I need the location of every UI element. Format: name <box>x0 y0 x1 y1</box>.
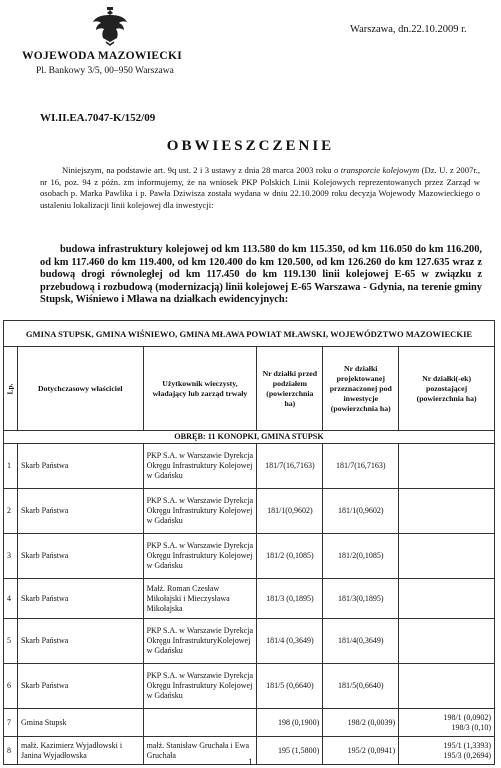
cell-owner: Gmina Stupsk <box>17 709 143 737</box>
cell-owner: Skarb Państwa <box>17 579 143 619</box>
intro-paragraph <box>40 165 480 211</box>
intro-text-1: Niniejszym, na podstawie art. 9q ust. 2 i 3 ustawy z dnia 28 marca 2003 roku <box>62 165 334 175</box>
column-header-parcel-project: Nr działki projektowanej przeznaczonej pod inwestycje (powierzchnia ha) <box>323 347 399 431</box>
cell-owner: Skarb Państwa <box>17 489 143 534</box>
table-row <box>4 489 495 534</box>
document-title: OBWIESZCZENIE <box>166 138 335 154</box>
table-row <box>4 619 495 664</box>
cell-parcel-remaining <box>399 579 495 619</box>
cell-owner: Skarb Państwa <box>17 444 143 489</box>
reference-number: WI.II.EA.7047-K/152/09 <box>40 112 156 124</box>
decision-paragraph <box>40 244 482 307</box>
column-header-parcel-remaining: Nr działki(-ek) pozostającej (powierzchnia ha) <box>399 347 495 431</box>
cell-lp: 4 <box>4 579 18 619</box>
intro-text-2: (Dz. U. z 2007r., nr 16, poz. 94 z późn. zm informujemy, że na wniosek PKP Polskich Linii Kolejowych reprezentowanych przez Zarząd w osobach p. Marka Pawlika i p. Pawła Dziwisza została wydana w dniu 22.10.2009 roku decyzja Wojewody Mazowieckiego o ustaleniu lokalizacji linii kolejowej dla inwestycji: <box>40 165 480 210</box>
place-date: Warszawa, dn.22.10.2009 r. <box>350 24 467 35</box>
cell-parcel-before: 195 (1,5800) <box>257 737 323 765</box>
cell-user: PKP S.A. w Warszawie Dyrekcja Okręgu Infrastruktury Kolejowej w Gdańsku <box>143 534 257 579</box>
cell-parcel-before: 181/4 (0,3649) <box>257 619 323 664</box>
intro-italic: o transporcie kolejowym <box>334 165 420 175</box>
office-address: Pl. Bankowy 3/5, 00–950 Warszawa <box>36 66 174 76</box>
cell-user: małż. Stanisław Gruchała i Ewa Gruchała <box>143 737 257 765</box>
cell-parcel-project: 181/5(0,6640) <box>323 664 399 709</box>
office-name: WOJEWODA MAZOWIECKI <box>22 50 183 62</box>
cell-parcel-project: 181/2(0,1085) <box>323 534 399 579</box>
cell-parcel-project: 181/4(0,3649) <box>323 619 399 664</box>
cell-lp: 2 <box>4 489 18 534</box>
cell-lp: 1 <box>4 444 18 489</box>
cell-parcel-remaining: 195/1 (1,3393) 195/3 (0,2694) <box>399 737 495 765</box>
page-number: 1 <box>248 757 253 767</box>
cell-parcel-remaining <box>399 534 495 579</box>
cell-parcel-remaining <box>399 444 495 489</box>
obreb-header: OBRĘB: 11 KONOPKI, GMINA STUPSK <box>4 431 495 444</box>
cell-user <box>143 709 257 737</box>
table-row <box>4 709 495 737</box>
cell-parcel-before: 198 (0,1900) <box>257 709 323 737</box>
decision-text: budowa infrastruktury kolejowej od km 113.580 do km 115.350, od km 116.050 do km 116.200, od km 117.460 do km 119.400, od km 120.400 do km 120.500, od km 126.260 do km 127.635 wraz z budową drogi równoległej od km 117.450 do km 119.130 linii kolejowej E-65 w związku z przebudową i rozbudową (modernizacją) linii kolejowej E-65 Warszawa - Gdynia, na terenie gminy Stupsk, Wiśniewo i Mława na działkach ewidencyjnych: <box>40 244 482 306</box>
table-row <box>4 534 495 579</box>
parcel-table <box>3 320 495 765</box>
cell-parcel-before: 181/5 (0,6640) <box>257 664 323 709</box>
cell-parcel-before: 181/1(0,9602) <box>257 489 323 534</box>
cell-user: PKP S.A. w Warszawie Dyrekcja Okręgu Infrastruktury Kolejowej w Gdańsku <box>143 664 257 709</box>
polish-eagle-emblem-icon <box>90 6 130 46</box>
cell-parcel-project: 181/1(0,9602) <box>323 489 399 534</box>
table-row <box>4 664 495 709</box>
cell-owner: Skarb Państwa <box>17 534 143 579</box>
cell-parcel-before: 181/3 (0,1895) <box>257 579 323 619</box>
column-header-owner: Dotychczasowy właściciel <box>17 347 143 431</box>
cell-owner: Skarb Państwa <box>17 619 143 664</box>
cell-user: PKP S.A. w Warszawie Dyrekcja Okręgu Infrastruktury Kolejowej w Gdańsku <box>143 444 257 489</box>
table-row <box>4 579 495 619</box>
cell-owner: małż. Kazimierz Wyjadłowski i Janina Wyjadłowska <box>17 737 143 765</box>
cell-lp: 8 <box>4 737 18 765</box>
cell-parcel-project: 181/3(0,1895) <box>323 579 399 619</box>
cell-user: Małż. Roman Czesław Mikołajski i Mieczysława Mikołajska <box>143 579 257 619</box>
column-header-user: Użytkownik wieczysty, władający lub zarząd trwały <box>143 347 257 431</box>
column-header-parcel-before: Nr działki przed podziałem (powierzchnia ha) <box>257 347 323 431</box>
cell-lp: 5 <box>4 619 18 664</box>
cell-parcel-before: 181/7(16,7163) <box>257 444 323 489</box>
cell-parcel-project: 195/2 (0,0941) <box>323 737 399 765</box>
cell-parcel-remaining <box>399 489 495 534</box>
cell-parcel-before: 181/2 (0,1085) <box>257 534 323 579</box>
gmina-header: GMINA STUPSK, GMINA WIŚNIEWO, GMINA MŁAWA POWIAT MŁAWSKI, WOJEWÓDZTWO MAZOWIECKIE <box>4 321 495 347</box>
cell-parcel-project: 198/2 (0,0039) <box>323 709 399 737</box>
cell-parcel-remaining <box>399 664 495 709</box>
table-row <box>4 444 495 489</box>
cell-owner: Skarb Państwa <box>17 664 143 709</box>
cell-lp: 3 <box>4 534 18 579</box>
cell-user: PKP S.A. w Warszawie Dyrekcja Okręgu InfrastrukturyKolejowej w Gdańsku <box>143 619 257 664</box>
cell-parcel-remaining: 198/1 (0,0902) 198/3 (0,10) <box>399 709 495 737</box>
cell-parcel-remaining <box>399 619 495 664</box>
cell-parcel-project: 181/7(16,7163) <box>323 444 399 489</box>
column-header-lp: Lp. <box>4 347 18 431</box>
cell-user: PKP S.A. w Warszawie Dyrekcja Okręgu Infrastruktury Kolejowej w Gdańsku <box>143 489 257 534</box>
cell-lp: 6 <box>4 664 18 709</box>
cell-lp: 7 <box>4 709 18 737</box>
